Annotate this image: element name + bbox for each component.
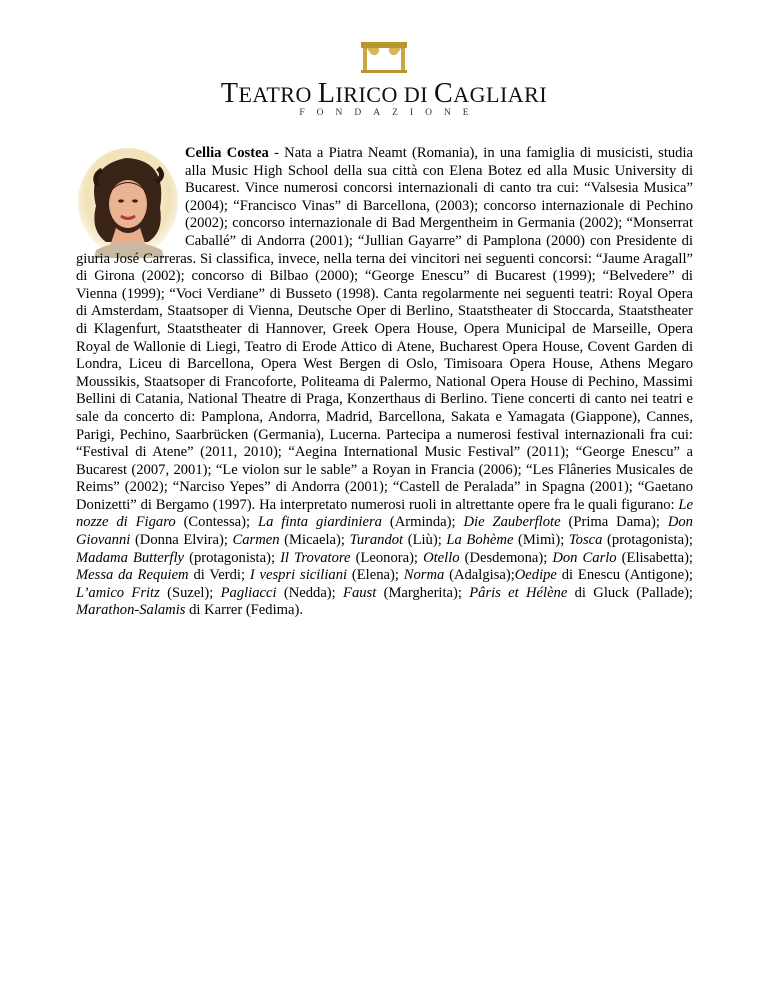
opera-title: Don Giovanni [76,514,693,549]
bio-text: di Verdi; [188,567,250,584]
bio-text: (Liù); [403,532,447,549]
opera-title: Pâris et Hélène [469,584,568,601]
opera-title: L’amico Fritz [76,584,160,601]
bio-text: di Gluck (Pallade); [567,584,693,601]
opera-title: Oedipe [514,567,557,584]
opera-title: Die Zauberflote [463,514,561,531]
bio-text: (Elena); [347,567,404,584]
opera-title: Faust [343,584,377,601]
logo-subtitle: FONDAZIONE [299,108,481,118]
biography-text [76,145,693,620]
portrait-float-spacer [76,145,185,250]
opera-title: Il Trovatore [280,549,351,566]
opera-title: I vespri siciliani [249,567,348,584]
opera-title: Pagliacci [220,584,277,601]
logo-title: TEATRO LIRICO DI CAGLIARI [220,78,548,109]
bio-text: di Enescu (Antigone); [556,567,693,584]
bio-text: (Prima Dama); [560,514,668,531]
bio-text: (protagonista); [184,549,281,566]
bio-text: - Nata a Piatra Neamt (Romania), in una famiglia di musicisti, studia alla Music High School della sua città con Elena Botez ed alla Music University di Bucarest. Vince numerosi concorsi internazionali di canto tra cui: “Valsesia Musica” (2004); “Francisco Vinas” di Barcellona, (2003); concorso internazionale di Pechino (2002); concorso internazionale di Bad Mergentheim in Germania (2002); “Monserrat Caballé” di Andorra (2001); “Jullian Gayarre” di Pamplona (2000) con Presidente di giuria José Carreras. Si classifica, invece, nella terna dei vincitori nei seguenti concorsi: “Jaume Aragall” di Girona (2002); concorso di Bilbao (2000); “George Enescu” di Bucarest (1999); “Belvedere” di Vienna (1999); “Voci Verdiane” di Busseto (1998). Canta regolarmente nei seguenti teatri: Royal Opera di Amsterdam, Staatsoper di Vienna, Deutsche Oper di Berlino, Staatstheater di Stoccarda, Staatstheater di Klagenfurt, Staatstheater di Hannover, Greek Opera House, Opera Municipal de Marseille, Opera Royal de Wallonie di Liegi, Teatro di Erode Attico di Atene, Bucharest Opera House, Covent Garden di Londra, Liceu di Barcellona, Opera West Bergen di Oslo, Timisoara Opera House, Athens Megaro Moussikis, Staatsoper di Francoforte, Politeama di Palermo, National Opera House di Pechino, Massimi Bellini di Catania, National Theatre di Praga, Konzerthaus di Berlino. Tiene concerti di canto nei teatri e sale da concerto di: Pamplona, Andorra, Madrid, Barcellona, Sakata e Yamagata (Giappone), Cannes, Parigi, Pechino, Saarbrücken (Germania), Lucerna. Partecipa a numerosi festival internazionali fra cui: “Festival di Atene” (2011, 2010); “Aegina International Music Festival” (2011); “George Enescu” a Bucarest (2007, 2001); “Le violon sur le sable” a Royan in Francia (2006); “Les Flâneries Musicales de Reims” (2002); “Narciso Yepes” di Andorra (2001); “Castell de Peralada” in Spagna (2001); “Gaetano Donizetti” di Bergamo (1997). Ha interpretato numerosi ruoli in altrettante opere fra le quali figurano: [76,145,694,513]
opera-title: Carmen [232,532,280,549]
singer-name: Cellia Costea [185,145,269,161]
opera-title: Don Carlo [552,549,617,566]
theatre-logo [0,40,768,118]
opera-title: Le nozze di Figaro [76,496,693,531]
bio-text: (Leonora); [350,549,424,566]
bio-text: (Arminda); [381,514,464,531]
bio-text: (Suzel); [159,584,221,601]
bio-text: (protagonista); [602,532,693,549]
bio-text: (Donna Elvira); [130,532,233,549]
bio-text: (Nedda); [276,584,344,601]
opera-title: Tosca [568,532,603,549]
bio-text: (Margherita); [376,584,470,601]
opera-title: Madama Butterfly [76,549,185,566]
bio-text: (Contessa); [175,514,258,531]
bio-text: (Elisabetta); [616,549,693,566]
stage-curtain-icon [359,40,409,74]
opera-title: La Bohème [446,532,514,549]
opera-title: Norma [403,567,445,584]
bio-text: (Desdemona); [459,549,553,566]
opera-title: Messa da Requiem [76,567,189,584]
bio-text: (Micaela); [279,532,350,549]
opera-title: La finta giardiniera [257,514,382,531]
bio-text: (Adalgisa); [444,567,515,584]
bio-text: di Karrer (Fedima). [185,602,303,619]
opera-title: Turandot [349,532,404,549]
bio-text: (Mimì); [513,532,569,549]
opera-title: Marathon-Salamis [76,602,186,619]
opera-title: Otello [423,549,460,566]
